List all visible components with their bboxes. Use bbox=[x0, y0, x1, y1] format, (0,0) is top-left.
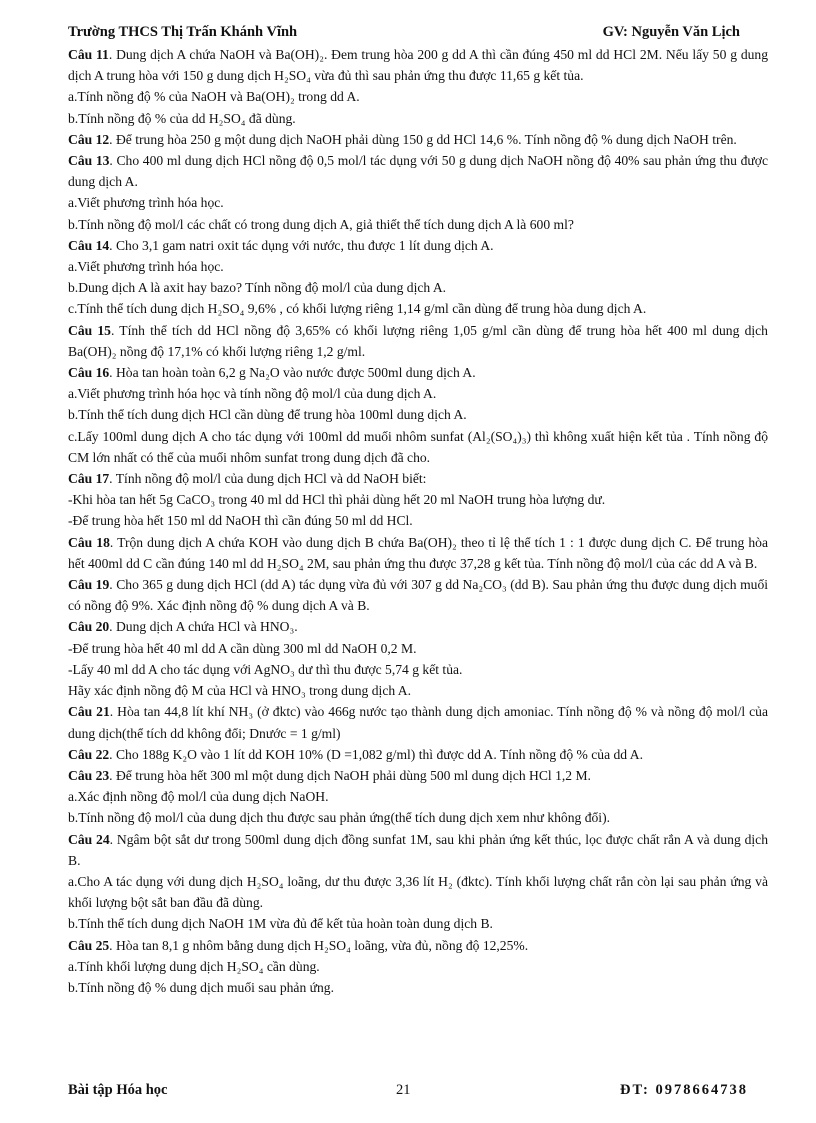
question-subpart bbox=[68, 383, 768, 404]
question-text: Cho 400 ml dung dịch HCl nồng độ 0,5 mol/l tác dụng với 50 g dung dịch NaOH nồng độ 40% sau phản ứng thu được dung dịch A. bbox=[68, 153, 769, 190]
question-label-dot: . bbox=[110, 322, 120, 338]
question-text: Cho 188g K₂O vào 1 lít dd KOH 10% (D =1,082 g/ml) thì được dd A. Tính nồng độ % của dd A. bbox=[115, 746, 643, 762]
question-text: a.Tính nồng độ % của NaOH và Ba(OH)₂ trong dd A. bbox=[68, 89, 360, 105]
question-label: Câu 16 bbox=[68, 365, 110, 381]
question-câu-17 bbox=[68, 468, 768, 489]
question-text: Hòa tan hoàn toàn 6,2 g Na₂O vào nước được 500ml dung dịch A. bbox=[115, 365, 476, 381]
question-subpart bbox=[68, 108, 768, 129]
question-text: Hòa tan 44,8 lít khí NH₃ (ở đktc) vào 466g nước tạo thành dung dịch amoniac. Tính nồng độ % và nồng độ mol/l của dung dịch(thể tích dd không đổi; Dnước = 1 g/ml) bbox=[68, 704, 768, 741]
question-label-dot: . bbox=[109, 237, 116, 253]
question-subpart bbox=[68, 298, 768, 319]
footer-subject: Bài tập Hóa học bbox=[68, 1082, 168, 1098]
question-label: Câu 24 bbox=[68, 831, 110, 847]
question-label: Câu 23 bbox=[68, 767, 110, 783]
question-text: Tính nồng độ mol/l của dung dịch HCl và dd NaOH biết: bbox=[115, 471, 427, 487]
question-text: c.Lấy 100ml dung dịch A cho tác dụng với 100ml dd muối nhôm sunfat (Al₂(SO₄)₃) thì không xuất hiện kết tủa . Tính nồng độ CM lớn nhất có thể của muối nhôm sunfat trong dung dịch đã cho. bbox=[68, 428, 768, 465]
question-subpart bbox=[68, 277, 768, 298]
question-label-dot: . bbox=[109, 704, 118, 720]
question-label-dot: . bbox=[109, 767, 116, 783]
question-label: Câu 14 bbox=[68, 237, 110, 253]
question-text: b.Tính thể tích dung dịch NaOH 1M vừa đủ để kết tủa hoàn toàn dung dịch B. bbox=[68, 916, 493, 932]
question-text: a.Viết phương trình hóa học. bbox=[68, 195, 224, 211]
question-text: -Để trung hòa hết 150 ml dd NaOH thì cần đúng 50 ml dd HCl. bbox=[68, 513, 413, 529]
question-subpart bbox=[68, 680, 768, 701]
question-text: a.Tính khối lượng dung dịch H₂SO₄ cần dùng. bbox=[68, 958, 320, 974]
question-text: b.Dung dịch A là axit hay bazo? Tính nồng độ mol/l của dung dịch A. bbox=[68, 280, 447, 296]
question-text: a.Viết phương trình hóa học. bbox=[68, 259, 224, 275]
question-text: Cho 365 g dung dịch HCl (dd A) tác dụng vừa đủ với 307 g dd Na₂CO₃ (dd B). Sau phản ứng thu được dung dịch muối có nồng độ 9%. Xác định nồng độ % dung dịch A và B. bbox=[68, 577, 769, 614]
question-text: b.Tính nồng độ % của dd H₂SO₄ đã dùng. bbox=[68, 110, 296, 126]
page-footer bbox=[68, 1082, 748, 1104]
question-text: -Lấy 40 ml dd A cho tác dụng với AgNO₃ dư thì thu được 5,74 g kết tủa. bbox=[68, 661, 463, 677]
question-subpart bbox=[68, 871, 768, 913]
question-label: Câu 15 bbox=[68, 322, 111, 338]
question-subpart bbox=[68, 956, 768, 977]
question-label: Câu 17 bbox=[68, 471, 110, 487]
question-label-dot: . bbox=[109, 365, 116, 381]
question-label-dot: . bbox=[109, 131, 116, 147]
question-câu-25 bbox=[68, 935, 768, 956]
question-label-dot: . bbox=[109, 534, 118, 550]
question-label: Câu 18 bbox=[68, 534, 110, 550]
question-label-dot: . bbox=[109, 937, 116, 953]
question-câu-16 bbox=[68, 362, 768, 383]
page-number: 21 bbox=[396, 1082, 411, 1098]
question-subpart bbox=[68, 510, 768, 531]
question-câu-18 bbox=[68, 532, 768, 574]
question-subpart bbox=[68, 913, 768, 934]
question-text: Để trung hòa 250 g một dung dịch NaOH phải dùng 150 g dd HCl 14,6 %. Tính nồng độ % dung dịch NaOH trên. bbox=[115, 131, 737, 147]
question-text: a.Xác định nồng độ mol/l của dung dịch NaOH. bbox=[68, 789, 329, 805]
question-subpart bbox=[68, 86, 768, 107]
question-subpart bbox=[68, 659, 768, 680]
question-subpart bbox=[68, 426, 768, 468]
question-label-dot: . bbox=[109, 471, 116, 487]
question-subpart bbox=[68, 214, 768, 235]
question-câu-15 bbox=[68, 320, 768, 362]
question-text: -Để trung hòa hết 40 ml dd A cần dùng 300 ml dd NaOH 0,2 M. bbox=[68, 640, 417, 656]
footer-phone: ĐT: 0978664738 bbox=[619, 1082, 748, 1098]
question-text: Trộn dung dịch A chứa KOH vào dung dịch B chứa Ba(OH)₂ theo tỉ lệ thể tích 1 : 1 được dung dịch C. Để trung hòa hết 400ml dd C cần đúng 140 ml dd H₂SO₄ 2M, sau phản ứng thu được 37,28 g kết tủa. Tính nồng độ mol/l của các dd A và B. bbox=[68, 534, 769, 571]
question-label: Câu 20 bbox=[68, 619, 110, 635]
question-text: Dung dịch A chứa NaOH và Ba(OH)₂. Đem trung hòa 200 g dd A thì cần đúng 450 ml dd HCl 2M. Nếu lấy 50 g dung dịch A trung hòa với 150 g dung dịch H₂SO₄ vừa đủ thì sau phản ứng thu được 11,65 g kết tủa. bbox=[68, 47, 769, 84]
question-câu-22 bbox=[68, 744, 768, 765]
question-label: Câu 13 bbox=[68, 153, 110, 169]
question-text: Dung dịch A chứa HCl và HNO₃. bbox=[115, 619, 298, 635]
question-text: b.Tính thể tích dung dịch HCl cần dùng để trung hòa 100ml dung dịch A. bbox=[68, 407, 467, 423]
question-text: Cho 3,1 gam natri oxit tác dụng với nước, thu được 1 lít dung dịch A. bbox=[115, 237, 494, 253]
question-label-dot: . bbox=[108, 47, 117, 62]
question-subpart bbox=[68, 807, 768, 828]
question-câu-23 bbox=[68, 765, 768, 786]
exercise-list bbox=[68, 44, 768, 998]
question-text: Ngâm bột sắt dư trong 500ml dung dịch đồng sunfat 1M, sau khi phản ứng kết thúc, lọc được chất rắn A và dung dịch B. bbox=[68, 831, 769, 868]
question-text: b.Tính nồng độ % dung dịch muối sau phản ứng. bbox=[68, 979, 335, 995]
question-text: Hãy xác định nồng độ M của HCl và HNO₃ trong dung dịch A. bbox=[68, 683, 412, 699]
question-subpart bbox=[68, 192, 768, 213]
question-label-dot: . bbox=[109, 619, 116, 635]
question-label: Câu 25 bbox=[68, 937, 110, 953]
question-câu-21 bbox=[68, 701, 768, 743]
question-subpart bbox=[68, 786, 768, 807]
question-subpart bbox=[68, 256, 768, 277]
question-label: Câu 22 bbox=[68, 746, 110, 762]
question-câu-11 bbox=[68, 44, 768, 86]
question-text: a.Cho A tác dụng với dung dịch H₂SO₄ loãng, dư thu được 3,36 lít H₂ (đktc). Tính khối lượng chất rắn còn lại sau phản ứng và khối lượng bột sắt ban đầu đã dùng. bbox=[68, 873, 768, 911]
page-header bbox=[68, 24, 740, 46]
question-label: Câu 19 bbox=[68, 577, 110, 593]
question-câu-20 bbox=[68, 616, 768, 637]
question-label-dot: . bbox=[109, 577, 117, 593]
question-label: Câu 11 bbox=[68, 47, 109, 62]
question-subpart bbox=[68, 404, 768, 425]
question-text: Để trung hòa hết 300 ml một dung dịch NaOH phải dùng 500 ml dung dịch HCl 1,2 M. bbox=[115, 767, 591, 783]
question-label: Câu 21 bbox=[68, 704, 110, 720]
question-câu-14 bbox=[68, 235, 768, 256]
question-câu-13 bbox=[68, 150, 768, 192]
question-text: b.Tính nồng độ mol/l của dung dịch thu được sau phản ứng(thể tích dung dịch xem như không đổi). bbox=[68, 810, 610, 826]
question-label-dot: . bbox=[109, 831, 117, 847]
teacher-name: GV: Nguyễn Văn Lịch bbox=[602, 24, 740, 40]
question-text: a.Viết phương trình hóa học và tính nồng độ mol/l của dung dịch A. bbox=[68, 386, 437, 402]
question-label: Câu 12 bbox=[68, 131, 110, 147]
school-name: Trường THCS Thị Trấn Khánh Vĩnh bbox=[68, 24, 298, 40]
question-câu-19 bbox=[68, 574, 768, 616]
question-text: Hòa tan 8,1 g nhôm bằng dung dịch H₂SO₄ loãng, vừa đủ, nồng độ 12,25%. bbox=[115, 937, 529, 953]
question-label-dot: . bbox=[109, 746, 116, 762]
question-text: c.Tính thể tích dung dịch H₂SO₄ 9,6% , có khối lượng riêng 1,14 g/ml cần dùng để trung hòa dung dịch A. bbox=[68, 301, 647, 317]
question-subpart bbox=[68, 489, 768, 510]
question-text: b.Tính nồng độ mol/l các chất có trong dung dịch A, giả thiết thể tích dung dịch A là 600 ml? bbox=[68, 216, 574, 232]
question-câu-24 bbox=[68, 829, 768, 871]
question-text: -Khi hòa tan hết 5g CaCO₃ trong 40 ml dd HCl thì phải dùng hết 20 ml NaOH trung hòa lượng dư. bbox=[68, 492, 606, 508]
question-text: Tính thể tích dd HCl nồng độ 3,65% có khối lượng riêng 1,05 g/ml cần dùng để trung hòa hết 400 ml dung dịch Ba(OH)₂ nồng độ 17,1% có khối lượng riêng 1,2 g/ml. bbox=[68, 322, 768, 359]
question-subpart bbox=[68, 977, 768, 998]
question-label-dot: . bbox=[109, 153, 117, 169]
question-subpart bbox=[68, 638, 768, 659]
question-câu-12 bbox=[68, 129, 768, 150]
